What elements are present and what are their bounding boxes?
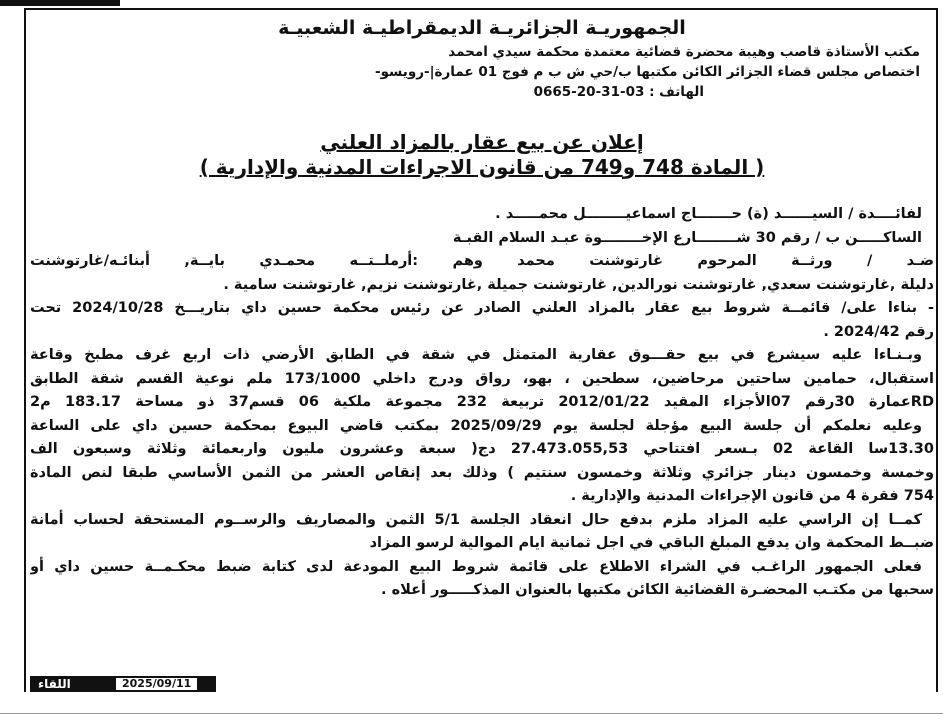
phone-label: الهاتف : bbox=[649, 84, 704, 100]
against-line: ضـد / ورثــة المرحوم غارتوشنت محمد وهم :أرملــتــه محمـدي بايــة, أبنائـه/غارتوشنت bbox=[30, 253, 934, 269]
residence-line: الساكـــــن ب / رقم 30 شــــــــارع الإخــــــــوة عبـد السلام القبـة bbox=[452, 229, 922, 246]
phone-line bbox=[30, 82, 934, 102]
public-line-1: فعلى الجمهور الراغـب في الشراء الاطلاع على قائمة شروط البيع المودعة لدى كتابة ضبط محكـمــة حسين داي أو bbox=[30, 558, 922, 575]
property-line-2: استقبال، حمامين ساحتين مرحاضين، سطحين ، بهو، رواق ودرج داخلي 173/1000 ملم نوعية القسم شقة الطابق bbox=[30, 370, 934, 387]
publication-date: 2025/09/11 bbox=[116, 678, 197, 690]
property-line-1: وبـنـاءا عليه سيشرع في بيع حقـــوق عقارية المتمثل في شقة في الطابق الأرضي ذات اربع غرف مطبخ وقاعة bbox=[30, 347, 922, 363]
session-line-4: 754 فقرة 4 من قانون الإجراءات المدنية والإدارية . bbox=[570, 488, 934, 504]
notice-content bbox=[30, 14, 934, 694]
office-line: مكتب الأستاذة قاصب وهيبة محضرة قضائية معتمدة محكمة سيدي امحمد bbox=[448, 44, 920, 60]
session-line-2: 13.30سا القاعة 02 بـسعر افتتاحي 27.473.055,53 دج( سبعة وعشرون مليون واربعمائة وثلاثة وسبعون الف bbox=[30, 441, 934, 457]
reference-number-line: رقم 2024/42 . bbox=[823, 323, 934, 340]
session-line-1: وعليه نعلمكم أن جلسة البيع مؤجلة لجلسة يوم 2025/09/29 بمكتب قاضي البيوع بمحكمة حسين داي على الساعة bbox=[30, 417, 922, 434]
footer-bar bbox=[30, 676, 216, 692]
payment-line-1: كمــا إن الراسي عليه المزاد ملزم بدفع حال انعقاد الجلسة 5/1 الثمن والمصاريف والرســوم المستحقة لحساب أمانة bbox=[30, 511, 922, 528]
top-black-bar bbox=[0, 0, 120, 6]
republic-title: الجمهوريـة الجزائريـة الديمقراطيـة الشعبيـة bbox=[278, 17, 686, 39]
beneficiary-line: لفائــــدة / السيــــــد (ة) حـــــــاج اسماعيــــــــل محمـــــد . bbox=[495, 206, 922, 222]
newspaper-name: اللقاء bbox=[38, 677, 71, 691]
payment-line-2: ضبــط المحكمة وان يدفع المبلغ الباقي في اجل ثمانية ايام الموالية لرسو المزاد bbox=[369, 535, 934, 551]
phone-number: 0665-20-31-03 bbox=[533, 84, 645, 100]
jurisdiction-line: اختصاص مجلس قضاء الجزائر الكائن مكتبها ب/حي ش ب م فوج 01 عمارة|-رويسو- bbox=[374, 64, 920, 80]
based-on-line: - بناءا على/ قائمــة شروط بيع عقار بالمزاد العلني الصادر عن رئيس محكمة حسين داي بتاريـــخ 2024/10/28 تحت bbox=[30, 300, 934, 316]
public-line-2: سحبها من مكتـب المحضـرة القضائية الكائن مكتبها بالعنوان المذكـــــور أعلاه . bbox=[381, 582, 934, 598]
heirs-line: دليلة ,غارتوشنت سعدي, غارتوشنت نورالدين, غارتوشنت جميلة ,غارتوشنت نزيم, غارتوشنت سامية . bbox=[223, 276, 934, 293]
property-line-3: RDعمارة 30رقم 07الأجزاء المقيد 2012/01/22 تربيعة 232 مجموعة ملكية 06 قسم37 ذو مساحة 183.17 م2 bbox=[30, 394, 934, 410]
session-line-3: وخمسة وخمسون دينار جزائري وثلاثة وخمسون سنتيم ) وذلك بعد إنقاص العشر من الثمن الأساسي طبقا لنص المادة bbox=[30, 464, 934, 481]
announcement-subtitle: ( المادة 748 و749 من قانون الاجراءات المدنية والإدارية ) bbox=[199, 155, 765, 179]
bottom-divider bbox=[0, 713, 943, 714]
announcement-title: إعلان عن بيع عقار بالمزاد العلني bbox=[320, 130, 644, 154]
notice-body bbox=[30, 203, 934, 603]
